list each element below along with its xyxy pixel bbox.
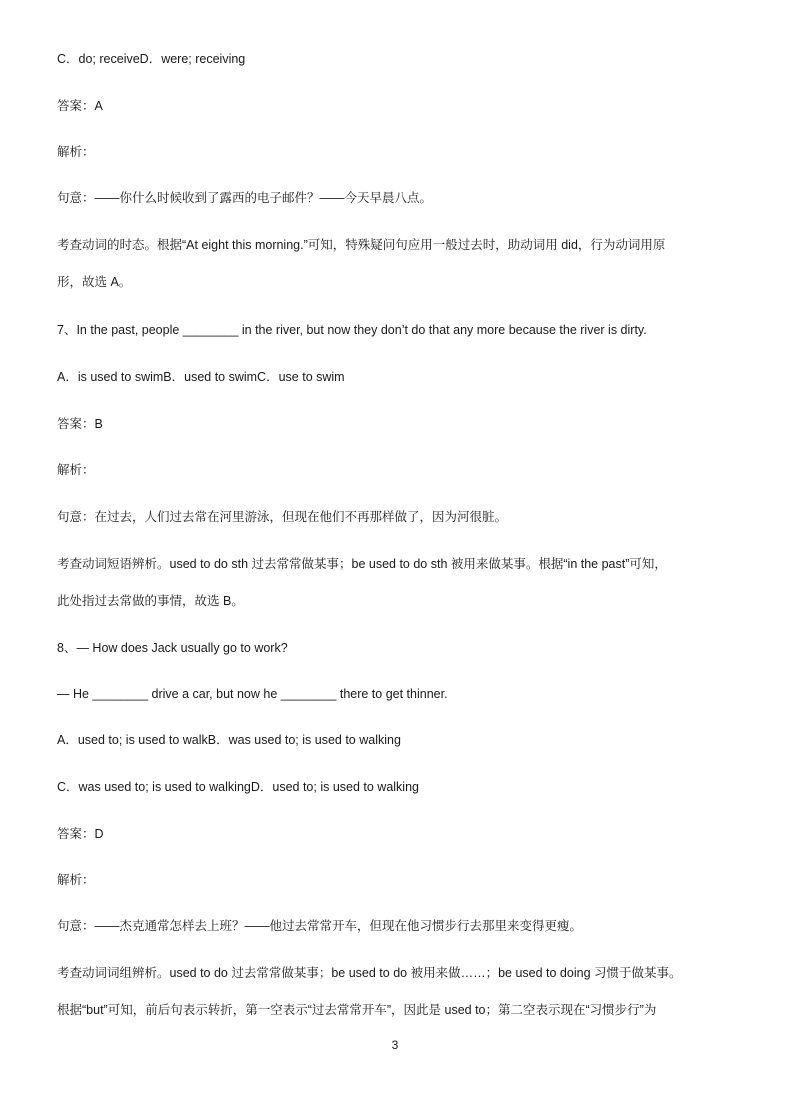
options-line-a-b: A．used to; is used to walkB．was used to; is used to walking — [57, 733, 401, 747]
options-line: A．is used to swimB．used to swimC．use to swim — [57, 370, 345, 384]
sentence-meaning-line: 句意：在过去，人们过去常在河里游泳，但现在他们不再那样做了，因为河很脏。 — [57, 510, 508, 524]
question-8: 8、— How does Jack usually go to work? — [57, 641, 288, 655]
explanation-line: 形，故选 A。 — [57, 275, 132, 289]
page-number: 3 — [391, 1038, 399, 1052]
explanation-line: 根据“but”可知，前后句表示转折，第一空表示“过去常常开车”，因此是 used to；第二空表示现在“习惯步行”为 — [57, 1003, 657, 1017]
question-8-dialogue: — He ________ drive a car, but now he ________ there to get thinner. — [57, 687, 448, 701]
explanation-line: 考查动词的时态。根据“At eight this morning.”可知，特殊疑问句应用一般过去时，助动词用 did，行为动词用原 — [57, 238, 666, 252]
option-line-c-d: C．do; receiveD．were; receiving — [57, 52, 246, 66]
options-line-c-d: C．was used to; is used to walkingD．used to; is used to walking — [57, 780, 419, 794]
sentence-meaning-line: 句意：——你什么时候收到了露西的电子邮件？——今天早晨八点。 — [57, 191, 433, 205]
explanation-line: 此处指过去常做的事情，故选 B。 — [57, 594, 244, 608]
analysis-label: 解析： — [57, 873, 95, 887]
analysis-label: 解析： — [57, 463, 95, 477]
analysis-label: 解析： — [57, 145, 95, 159]
answer-line: 答案：D — [57, 827, 104, 841]
question-7: 7、In the past, people ________ in the river, but now they don’t do that any more because the river is dirty. — [57, 323, 647, 337]
answer-line: 答案：A — [57, 99, 103, 113]
explanation-line: 考查动词短语辨析。used to do sth 过去常常做某事；be used to do sth 被用来做某事。根据“in the past”可知， — [57, 557, 667, 571]
sentence-meaning-line: 句意：——杰克通常怎样去上班？——他过去常常开车，但现在他习惯步行去那里来变得更瘦。 — [57, 919, 583, 933]
explanation-line: 考查动词词组辨析。used to do 过去常常做某事；be used to do 被用来做……；be used to doing 习惯于做某事。 — [57, 966, 682, 980]
answer-line: 答案：B — [57, 417, 103, 431]
